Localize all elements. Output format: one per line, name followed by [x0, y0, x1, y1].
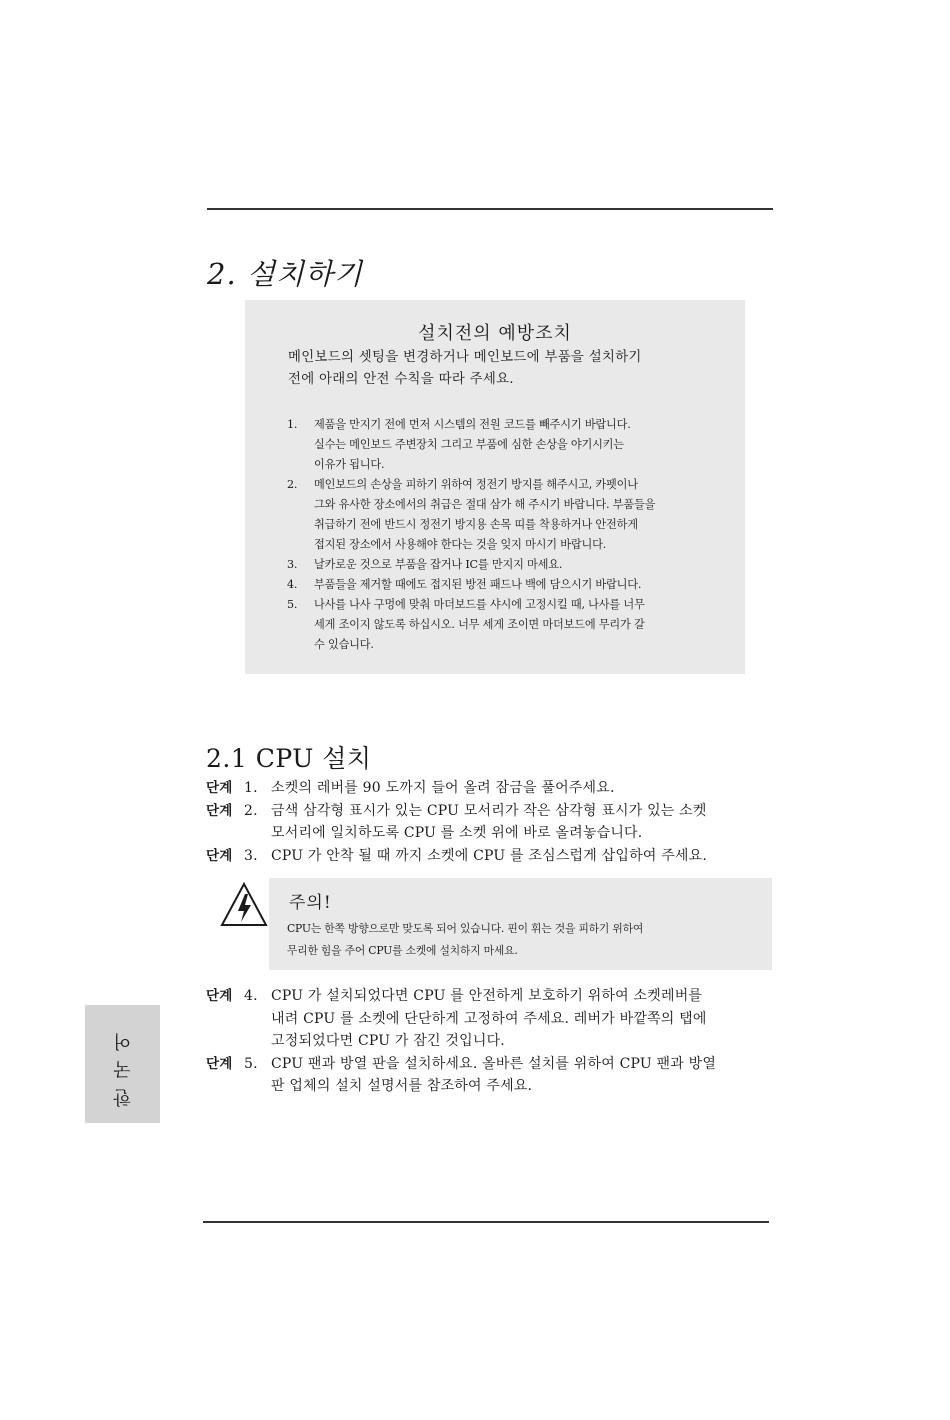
- precaution-box: [245, 300, 745, 674]
- precaution-item-line: 실수는 메인보드 주변장치 그리고 부품에 심한 손상을 야기시키는: [314, 438, 624, 451]
- precaution-item: [287, 475, 737, 555]
- step-number: 5.: [244, 1055, 258, 1072]
- step-line: 고정되었다면 CPU 가 잠긴 것입니다.: [271, 1033, 505, 1049]
- precaution-item: [287, 575, 737, 595]
- caution-title: 주의!: [289, 893, 332, 913]
- step-line: CPU 팬과 방열 판을 설치하세요. 올바른 설치를 위하여 CPU 팬과 방열: [271, 1055, 717, 1072]
- steps-list: [206, 777, 776, 867]
- step-item: [206, 985, 776, 1053]
- section-heading: 2.1 CPU 설치: [206, 744, 372, 773]
- precaution-item: [287, 595, 737, 655]
- warning-triangle-icon: [219, 881, 269, 929]
- step-line: 내려 CPU 를 소켓에 단단하게 고정하여 주세요. 레버가 바깥쪽의 탭에: [271, 1010, 707, 1027]
- caution-line: 무리한 힘을 주어 CPU를 소켓에 설치하지 마세요.: [287, 944, 518, 957]
- precaution-intro: [288, 347, 718, 391]
- step-label: 단계: [206, 847, 233, 864]
- step-item: [206, 845, 776, 868]
- step-number: 3.: [244, 847, 258, 864]
- precaution-item-number: 5.: [287, 598, 298, 611]
- step-item: [206, 1053, 776, 1098]
- step-line: 모서리에 일치하도록 CPU 를 소켓 위에 바로 올려놓습니다.: [271, 825, 643, 841]
- step-number: 1.: [244, 780, 258, 796]
- precaution-item-line: 나사를 나사 구멍에 맞춰 마더보드를 샤시에 고정시킬 때, 나사를 너무: [314, 598, 645, 611]
- precaution-item: [287, 415, 737, 475]
- precaution-item-line: 날카로운 것으로 부품을 잡거나 IC를 만지지 마세요.: [314, 558, 563, 571]
- precaution-item-line: 접지된 장소에서 사용해야 한다는 것을 잊지 마시기 바랍니다.: [314, 538, 607, 551]
- caution-body: [287, 918, 767, 962]
- step-line: 소켓의 레버를 90 도까지 들어 올려 잠금을 풀어주세요.: [271, 780, 615, 796]
- precaution-item-number: 2.: [287, 478, 298, 491]
- step-item: [206, 777, 776, 800]
- caution-box: [269, 878, 772, 970]
- page-title: 2. 설치하기: [207, 257, 363, 291]
- precaution-item-line: 취급하기 전에 반드시 정전기 방지용 손목 띠를 착용하거나 안전하게: [314, 518, 638, 531]
- step-line: CPU 가 설치되었다면 CPU 를 안전하게 보호하기 위하여 소켓레버를: [271, 988, 703, 1004]
- precaution-title: 설치전의 예방조치: [418, 323, 572, 344]
- step-number: 2.: [244, 802, 258, 819]
- precaution-item-line: 수 있습니다.: [314, 638, 374, 651]
- precaution-list: [287, 415, 737, 655]
- caution-line: CPU는 한쪽 방향으로만 맞도록 되어 있습니다. 핀이 휘는 것을 피하기 위하여: [287, 922, 644, 935]
- precaution-intro-line: 메인보드의 셋팅을 변경하거나 메인보드에 부품을 설치하기: [288, 350, 642, 365]
- precaution-item-line: 그와 유사한 장소에서의 취급은 절대 삼가 해 주시기 바랍니다. 부품들을: [314, 498, 656, 511]
- steps-list: [206, 985, 776, 1098]
- precaution-item-number: 3.: [287, 558, 298, 571]
- step-label: 단계: [206, 1055, 233, 1072]
- precaution-item-line: 이유가 됩니다.: [314, 458, 385, 471]
- precaution-item-number: 4.: [287, 578, 298, 591]
- bottom-rule: [203, 1221, 769, 1223]
- step-label: 단계: [206, 802, 233, 819]
- step-line: 금색 삼각형 표시가 있는 CPU 모서리가 작은 삼각형 표시가 있는 소켓: [271, 802, 707, 819]
- precaution-item-line: 부품들을 제거할 때에도 접지된 방전 패드나 백에 담으시기 바랍니다.: [314, 578, 642, 591]
- precaution-item-line: 제품을 만지기 전에 먼저 시스템의 전원 코드를 빼주시기 바랍니다.: [314, 418, 631, 431]
- step-label: 단계: [206, 780, 233, 796]
- precaution-intro-line: 전에 아래의 안전 수칙을 따라 주세요.: [288, 372, 514, 387]
- precaution-item-line: 메인보드의 손상을 피하기 위하여 정전기 방지를 해주시고, 카펫이나: [314, 478, 638, 491]
- step-item: [206, 800, 776, 845]
- language-tab-label: 한국어: [112, 1023, 134, 1107]
- precaution-item: [287, 555, 737, 575]
- precaution-item-number: 1.: [287, 418, 298, 431]
- step-line: CPU 가 안착 될 때 까지 소켓에 CPU 를 조심스럽게 삽입하여 주세요.: [271, 847, 708, 864]
- top-rule: [207, 208, 773, 210]
- step-line: 판 업체의 설치 설명서를 참조하여 주세요.: [271, 1078, 533, 1094]
- step-label: 단계: [206, 988, 233, 1004]
- precaution-item-line: 세게 조이지 않도록 하십시오. 너무 세게 조이면 마더보드에 무리가 갈: [314, 618, 645, 631]
- step-number: 4.: [244, 988, 258, 1004]
- language-tab: [85, 1005, 160, 1123]
